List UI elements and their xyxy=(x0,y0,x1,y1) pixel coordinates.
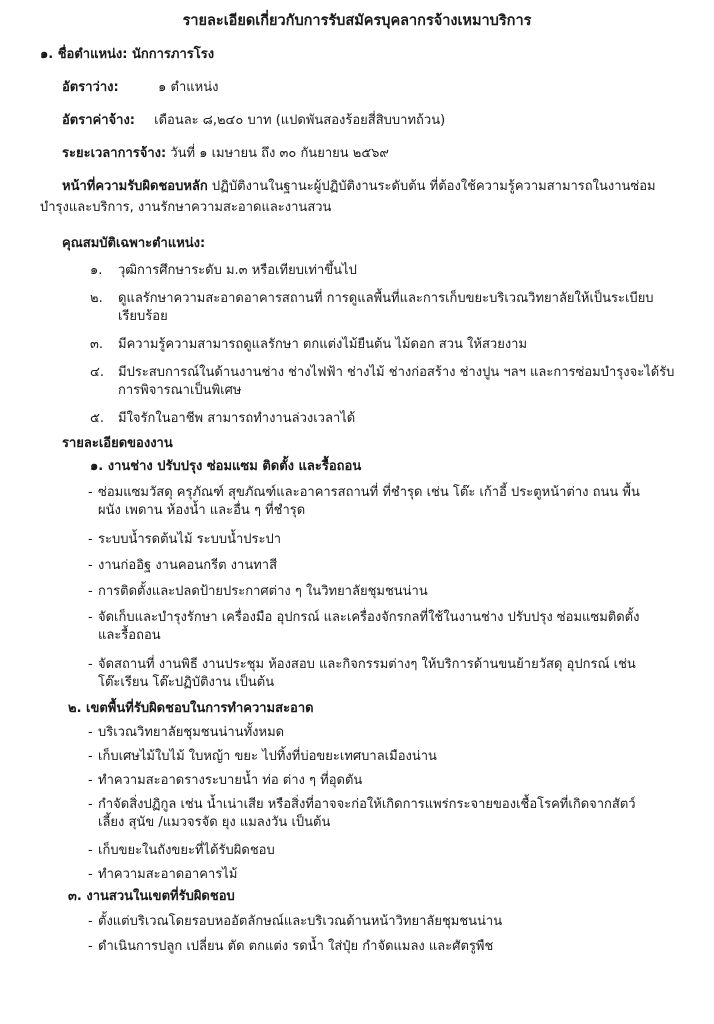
task-text-cont: โต๊ะเรียน โต๊ะปฏิบัติงาน เป็นต้น xyxy=(98,674,275,690)
vacancy-value: ๑ ตำแหน่ง xyxy=(158,80,219,95)
qualification-item xyxy=(90,364,690,410)
section3-heading: ๓. งานสวนในเขตที่รับผิดชอบ xyxy=(68,889,235,904)
task-text: ทำความสะอาดอาคารไม้ xyxy=(98,867,238,882)
duty-line2: บำรุงและบริการ, งานรักษาความสะอาดและงานสวน xyxy=(40,200,332,215)
task-text: กำจัดสิ่งปฏิกูล เช่น น้ำเน่าเสีย หรือสิ่งที่อาจจะก่อให้เกิดการแพร่กระจายของเชื้อโรคที่เกิดจากสัตว์ xyxy=(98,797,636,812)
duty-row xyxy=(62,178,682,196)
qualification-number: ๒. xyxy=(90,291,103,306)
qualification-text: วุฒิการศึกษาระดับ ม.๓ หรือเทียบเท่าขึ้นไป xyxy=(118,263,357,278)
task-text: เก็บเศษไม้ใบไม้ ใบหญ้า ขยะ ไปทิ้งที่บ่อขยะเทศบาลเมืองน่าน xyxy=(98,749,437,764)
qualification-number: ๕. xyxy=(90,411,104,426)
vacancy-row xyxy=(62,79,218,97)
qualification-number: ๑. xyxy=(90,263,103,278)
duty-line1: ปฏิบัติงานในฐานะผู้ปฏิบัติงานระดับต้น ที่ต้องใช้ความรู้ความสามารถในงานซ่อม xyxy=(211,179,656,194)
qualification-text: มีประสบการณ์ในด้านงานช่าง ช่างไฟฟ้า ช่างไม้ ช่างก่อสร้าง ช่างปูน ฯลฯ และการซ่อมบำรุงจะได้รับ xyxy=(118,365,675,380)
qualification-number: ๓. xyxy=(90,337,104,352)
task-item: - กำจัดสิ่งปฏิกูล เช่น น้ำเน่าเสีย หรือสิ่งที่อาจจะก่อให้เกิดการแพร่กระจายของเชื้อโรคที่เกิดจากสัตว์ เลี้ยง สุนัข /แมวจรจัด ยุง แมลงวัน เป็นต้น xyxy=(88,796,688,842)
duty-label: หน้าที่ความรับผิดชอบหลัก xyxy=(62,179,208,194)
task-item: - ดำเนินการปลูก เปลี่ยน ตัด ตกแต่ง รดน้ำ ใส่ปุ๋ย กำจัดแมลง และศัตรูพืช xyxy=(88,939,494,954)
task-item: - จัดเก็บและบำรุงรักษา เครื่องมือ อุปกรณ์ และเครื่องจักรกลที่ใช้ในงานช่าง ปรับปรุง ซ่อมแซมติดตั้ง และรื้อถอน xyxy=(88,609,688,656)
wage-value: เดือนละ ๘,๒๔๐ บาท (แปดพันสองร้อยสี่สิบบาทถ้วน) xyxy=(154,113,446,128)
task-item: - เก็บขยะในถังขยะที่ได้รับผิดชอบ xyxy=(88,843,275,858)
task-text: งานก่ออิฐ งานคอนกรีต งานทาสี xyxy=(98,558,278,573)
task-item: - งานก่ออิฐ งานคอนกรีต งานทาสี xyxy=(88,558,278,573)
job-details-heading: รายละเอียดของงาน xyxy=(62,436,173,451)
task-text-cont: เลี้ยง สุนัข /แมวจรจัด ยุง แมลงวัน เป็นต้น xyxy=(98,814,331,830)
position-heading: ๑. ชื่อตำแหน่ง: นักการภารโรง xyxy=(40,47,215,62)
task-item: - บริเวณวิทยาลัยชุมชนน่านทั้งหมด xyxy=(88,725,285,740)
qualification-item xyxy=(90,262,690,290)
task-text: จัดเก็บและบำรุงรักษา เครื่องมือ อุปกรณ์ และเครื่องจักรกลที่ใช้ในงานช่าง ปรับปรุง ซ่อมแซมติดตั้ง xyxy=(98,610,640,625)
task-item: - จัดสถานที่ งานพิธี งานประชุม ห้องสอบ และกิจกรรมต่างๆ ให้บริการด้านขนย้ายวัสดุ อุปกรณ์ เช่น โต๊ะเรียน โต๊ะปฏิบัติงาน เป็นต้น xyxy=(88,656,688,703)
task-item: - ทำความสะอาดรางระบายน้ำ ท่อ ต่าง ๆ ที่อุดตัน xyxy=(88,773,363,788)
task-text: บริเวณวิทยาลัยชุมชนน่านทั้งหมด xyxy=(98,725,285,740)
task-text: ระบบน้ำรดต้นไม้ ระบบน้ำประปา xyxy=(98,532,282,547)
qualification-number: ๔. xyxy=(90,365,104,380)
qualifications-list xyxy=(90,262,690,438)
vacancy-label: อัตราว่าง: xyxy=(62,80,119,95)
task-text: การติดตั้งและปลดป้ายประกาศต่าง ๆ ในวิทยาลัยชุมชนน่าน xyxy=(98,584,428,599)
qualification-text-cont: เรียบร้อย xyxy=(118,308,168,324)
qualification-item xyxy=(90,336,690,364)
qualification-text: ดูแลรักษาความสะอาดอาคารสถานที่ การดูแลพื้นที่และการเก็บขยะบริเวณวิทยาลัยให้เป็นระเบียบ xyxy=(118,291,654,306)
task-item: - ตั้งแต่บริเวณโดยรอบหออัตลักษณ์และบริเวณด้านหน้าวิทยาลัยชุมชนน่าน xyxy=(88,914,503,929)
task-item: - ซ่อมแซมวัสดุ ครุภัณฑ์ สุขภัณฑ์และอาคารสถานที่ ที่ชำรุด เช่น โต๊ะ เก้าอี้ ประตูหน้าต่าง ถนน พื้น ผนัง เพดาน ห้องน้ำ และอื่น ๆ ที่ชำรุด xyxy=(88,484,688,531)
document-title: รายละเอียดเกี่ยวกับการรับสมัครบุคลากรจ้างเหมาบริการ xyxy=(182,13,532,29)
qualification-item xyxy=(90,290,690,336)
period-row xyxy=(62,145,389,163)
task-item: - การติดตั้งและปลดป้ายประกาศต่าง ๆ ในวิทยาลัยชุมชนน่าน xyxy=(88,584,428,599)
task-text: เก็บขยะในถังขยะที่ได้รับผิดชอบ xyxy=(98,843,275,858)
task-item: - ระบบน้ำรดต้นไม้ ระบบน้ำประปา xyxy=(88,532,282,547)
task-text: ทำความสะอาดรางระบายน้ำ ท่อ ต่าง ๆ ที่อุดตัน xyxy=(98,773,363,788)
task-text-cont: ผนัง เพดาน ห้องน้ำ และอื่น ๆ ที่ชำรุด xyxy=(98,502,306,518)
qualification-text-cont: การพิจารณาเป็นพิเศษ xyxy=(118,382,242,398)
section2-list xyxy=(88,724,688,890)
wage-label: อัตราค่าจ้าง: xyxy=(62,113,135,128)
qualification-text: มีความรู้ความสามารถดูแลรักษา ตกแต่งไม้ยืนต้น ไม้ดอก สวน ให้สวยงาม xyxy=(118,337,528,352)
task-text: ดำเนินการปลูก เปลี่ยน ตัด ตกแต่ง รดน้ำ ใส่ปุ๋ย กำจัดแมลง และศัตรูพืช xyxy=(98,939,494,954)
task-text: ตั้งแต่บริเวณโดยรอบหออัตลักษณ์และบริเวณด้านหน้าวิทยาลัยชุมชนน่าน xyxy=(98,914,503,929)
section3-list xyxy=(88,913,688,963)
wage-row xyxy=(62,112,445,130)
qualifications-heading: คุณสมบัติเฉพาะตำแหน่ง: xyxy=(62,236,206,251)
section1-heading: ๑. งานช่าง ปรับปรุง ซ่อมแซม ติดตั้ง และรื้อถอน xyxy=(90,459,362,474)
qualification-item xyxy=(90,410,690,438)
section1-list xyxy=(88,484,688,703)
task-item: - ทำความสะอาดอาคารไม้ xyxy=(88,867,238,882)
task-text: จัดสถานที่ งานพิธี งานประชุม ห้องสอบ และกิจกรรมต่างๆ ให้บริการด้านขนย้ายวัสดุ อุปกรณ์ เช่น xyxy=(98,657,636,672)
task-text: ซ่อมแซมวัสดุ ครุภัณฑ์ สุขภัณฑ์และอาคารสถานที่ ที่ชำรุด เช่น โต๊ะ เก้าอี้ ประตูหน้าต่าง ถนน พื้น xyxy=(98,485,640,500)
task-item: - เก็บเศษไม้ใบไม้ ใบหญ้า ขยะ ไปทิ้งที่บ่อขยะเทศบาลเมืองน่าน xyxy=(88,749,437,764)
qualification-text: มีใจรักในอาชีพ สามารถทำงานล่วงเวลาได้ xyxy=(118,411,356,426)
period-value: วันที่ ๑ เมษายน ถึง ๓๐ กันยายน ๒๕๖๙ xyxy=(170,146,389,161)
section2-heading: ๒. เขตพื้นที่รับผิดชอบในการทำความสะอาด xyxy=(68,701,314,716)
task-text-cont: และรื้อถอน xyxy=(98,627,161,643)
period-label: ระยะเวลาการจ้าง: xyxy=(62,146,167,161)
